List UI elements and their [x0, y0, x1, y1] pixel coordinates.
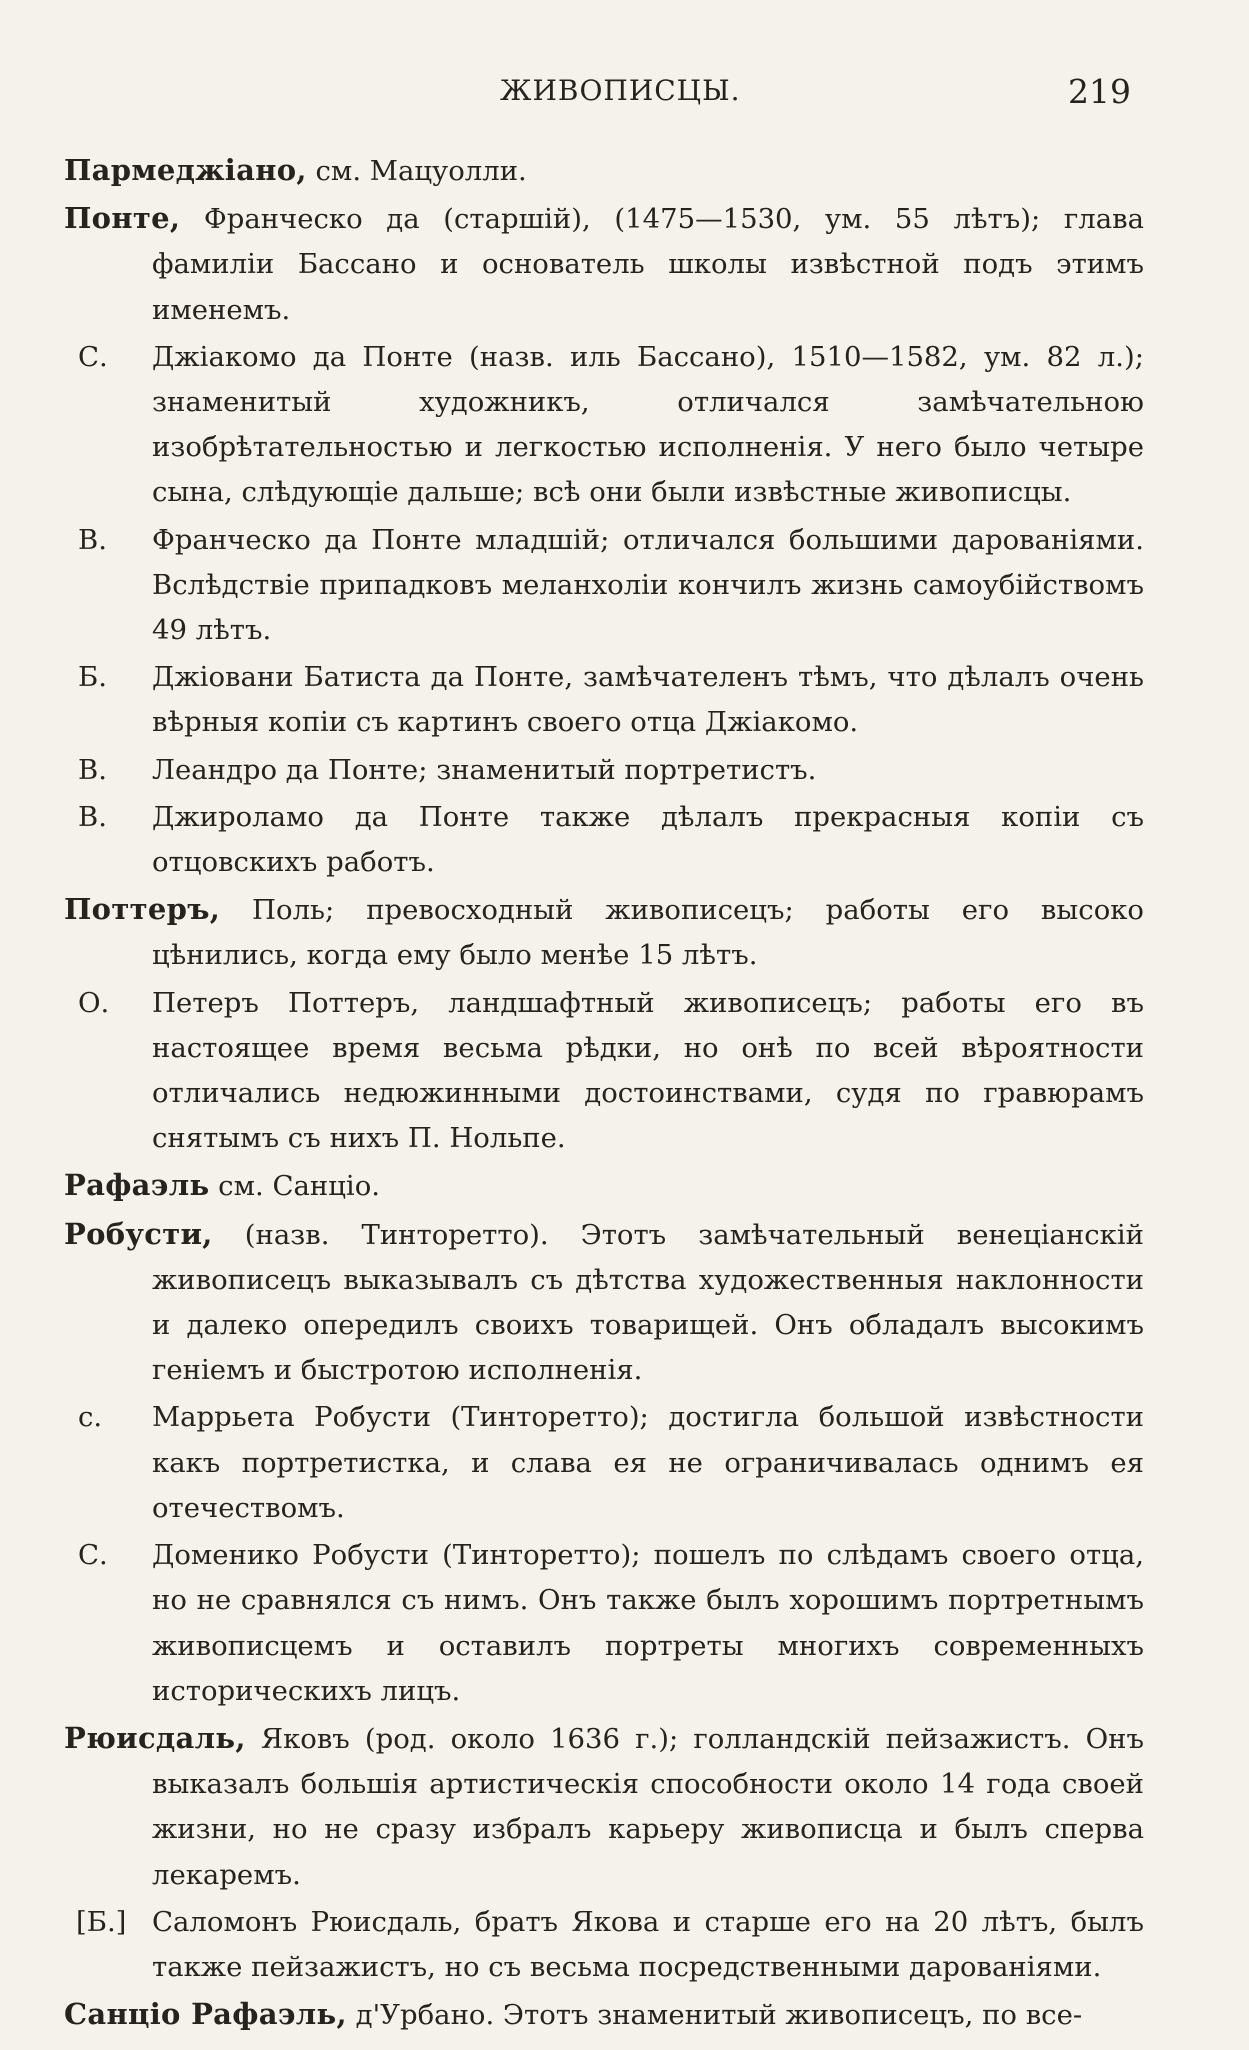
entry-ponte [64, 196, 1144, 333]
subentry-text: Джироламо да Понте также дѣлалъ прекрасныя копіи съ отцовскихъ работъ. [152, 800, 1144, 879]
entry-name: Рафаэль [64, 1168, 210, 1203]
entry-parmigianino [64, 148, 1144, 194]
subentry-text: Петеръ Поттеръ, ландшафтный живописецъ; работы его въ настоящее время весьма рѣдки, но онѣ по всей вѣроятности отличались недюжинными достоинствами, судя по гравюрамъ снятымъ съ нихъ П. Нольпе. [152, 986, 1144, 1155]
subentry-text: Джіакомо да Понте (назв. иль Бассано), 1510—1582, ум. 82 л.); знаменитый художникъ, отличался замѣчательною изобрѣтательностью и легкостью исполненія. У него было четыре сына, слѣдующіе дальше; всѣ они были извѣстные живописцы. [152, 340, 1144, 509]
running-title: ЖИВОПИСЦЫ. [500, 74, 741, 107]
entry-name: Санціо Рафаэль, [64, 1997, 347, 2032]
subentry-pieter-potter [64, 981, 1144, 1162]
entry-text: Яковъ (род. около 1636 г.); голландскій пейзажистъ. Онъ выказалъ большія артистическія способности около 14 года своей жизни, но не сразу избралъ карьеру живописца и былъ сперва лекаремъ. [152, 1722, 1144, 1891]
subentry-girolamo [64, 795, 1144, 885]
entry-name: Поттеръ, [64, 892, 221, 927]
page-text [64, 148, 1144, 2040]
entry-text: Франческо да (старшій), (1475—1530, ум. 55 лѣтъ); глава фамиліи Бассано и основатель школы извѣстной подъ этимъ именемъ. [152, 203, 1144, 326]
entry-potter [64, 887, 1144, 978]
entry-name: Рюисдаль, [64, 1720, 246, 1755]
entry-text: д'Урбано. Этотъ знаменитый живописецъ, по все- [346, 1999, 1083, 2032]
relation-label: с. [78, 1401, 103, 1434]
entry-text: (назв. Тинторетто). Этотъ замѣчательный венеціанскій живописецъ выказывалъ съ дѣтства художественныя наклонности и далеко опередилъ своихъ товарищей. Онъ обладалъ высокимъ геніемъ и быстротою исполненія. [152, 1218, 1144, 1387]
entry-name: Понте, [64, 201, 181, 236]
relation-label: В. [78, 523, 107, 556]
subentry-text: Доменико Робусти (Тинторетто); пошелъ по слѣдамъ своего отца, но не сравнялся съ нимъ. Онъ также былъ хорошимъ портретнымъ живописцемъ и оставилъ портреты многихъ современныхъ историческихъ лицъ. [152, 1539, 1144, 1707]
relation-label: [Б.] [76, 1905, 127, 1938]
subentry-marietta-robusti [64, 1395, 1144, 1531]
entry-text: Поль; превосходный живописецъ; работы его высоко цѣнились, когда ему было менѣе 15 лѣтъ. [152, 894, 1144, 972]
relation-label: С. [78, 340, 108, 373]
subentry-salomon-ruisdael [64, 1900, 1144, 1990]
page-number: 219 [1068, 72, 1131, 111]
entry-ruisdael [64, 1716, 1144, 1898]
subentry-leandro [64, 748, 1144, 793]
running-head [0, 74, 1249, 118]
relation-label: О. [78, 986, 110, 1019]
subentry-text: Джіовани Батиста да Понте, замѣчателенъ тѣмъ, что дѣлалъ очень вѣрныя копіи съ картинъ своего отца Джіакомо. [152, 661, 1144, 739]
relation-label: С. [78, 1539, 108, 1572]
entry-text: см. Санціо. [209, 1170, 380, 1203]
subentry-text: Саломонъ Рюисдаль, братъ Якова и старше его на 20 лѣтъ, былъ также пейзажистъ, но съ весьма посредственными дарованіями. [152, 1905, 1144, 1983]
subentry-text: Франческо да Понте младшій; отличался большими дарованіями. Вслѣдствіе припадковъ меланхоліи кончилъ жизнь самоубійствомъ 49 лѣтъ. [152, 523, 1144, 647]
entry-text: см. Мацуолли. [306, 155, 527, 187]
relation-label: В. [78, 800, 107, 833]
relation-label: В. [78, 753, 107, 786]
entry-name: Пармеджіано, [64, 153, 307, 187]
subentry-domenico-robusti [64, 1533, 1144, 1714]
entry-sanzio [64, 1992, 1144, 2038]
entry-name: Робусти, [64, 1216, 213, 1251]
relation-label: Б. [78, 661, 107, 694]
subentry-jacopo-da-ponte [64, 335, 1144, 516]
subentry-francesco-younger [64, 518, 1144, 654]
entry-raphael [64, 1163, 1144, 1209]
entry-robusti [64, 1212, 1144, 1394]
subentry-giovanni-battista [64, 655, 1144, 745]
subentry-text: Леандро да Понте; знаменитый портретистъ. [152, 753, 817, 786]
subentry-text: Маррьета Робусти (Тинторетто); достигла большой извѣстности какъ портретистка, и слава ея не ограничивалась однимъ ея отечествомъ. [152, 1401, 1144, 1524]
